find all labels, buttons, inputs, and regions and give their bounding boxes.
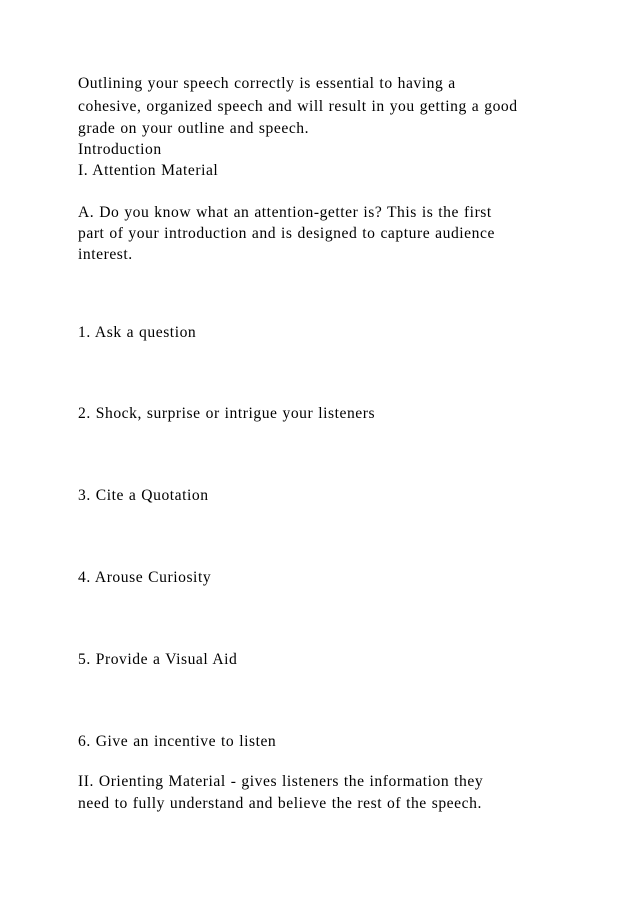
attention-heading: I. Attention Material <box>78 162 219 179</box>
intro-paragraph-line-1: Outlining your speech correctly is essential to having a <box>78 75 456 92</box>
attention-getter-line-3: interest. <box>78 246 133 263</box>
intro-paragraph-line-2: cohesive, organized speech and will result in you getting a good <box>78 98 518 115</box>
technique-item-5: 5. Provide a Visual Aid <box>78 651 238 668</box>
technique-item-2: 2. Shock, surprise or intrigue your listeners <box>78 405 376 422</box>
introduction-heading: Introduction <box>78 141 162 158</box>
technique-item-3: 3. Cite a Quotation <box>78 487 209 504</box>
technique-item-4: 4. Arouse Curiosity <box>78 569 212 586</box>
orienting-material-line-1: II. Orienting Material - gives listeners the information they <box>78 773 484 790</box>
technique-item-6: 6. Give an incentive to listen <box>78 733 277 750</box>
technique-item-1: 1. Ask a question <box>78 324 197 341</box>
attention-getter-line-1: A. Do you know what an attention-getter is? This is the first <box>78 204 492 221</box>
intro-paragraph-line-3: grade on your outline and speech. <box>78 120 310 137</box>
attention-getter-line-2: part of your introduction and is designed to capture audience <box>78 225 495 242</box>
orienting-material-line-2: need to fully understand and believe the rest of the speech. <box>78 795 482 812</box>
